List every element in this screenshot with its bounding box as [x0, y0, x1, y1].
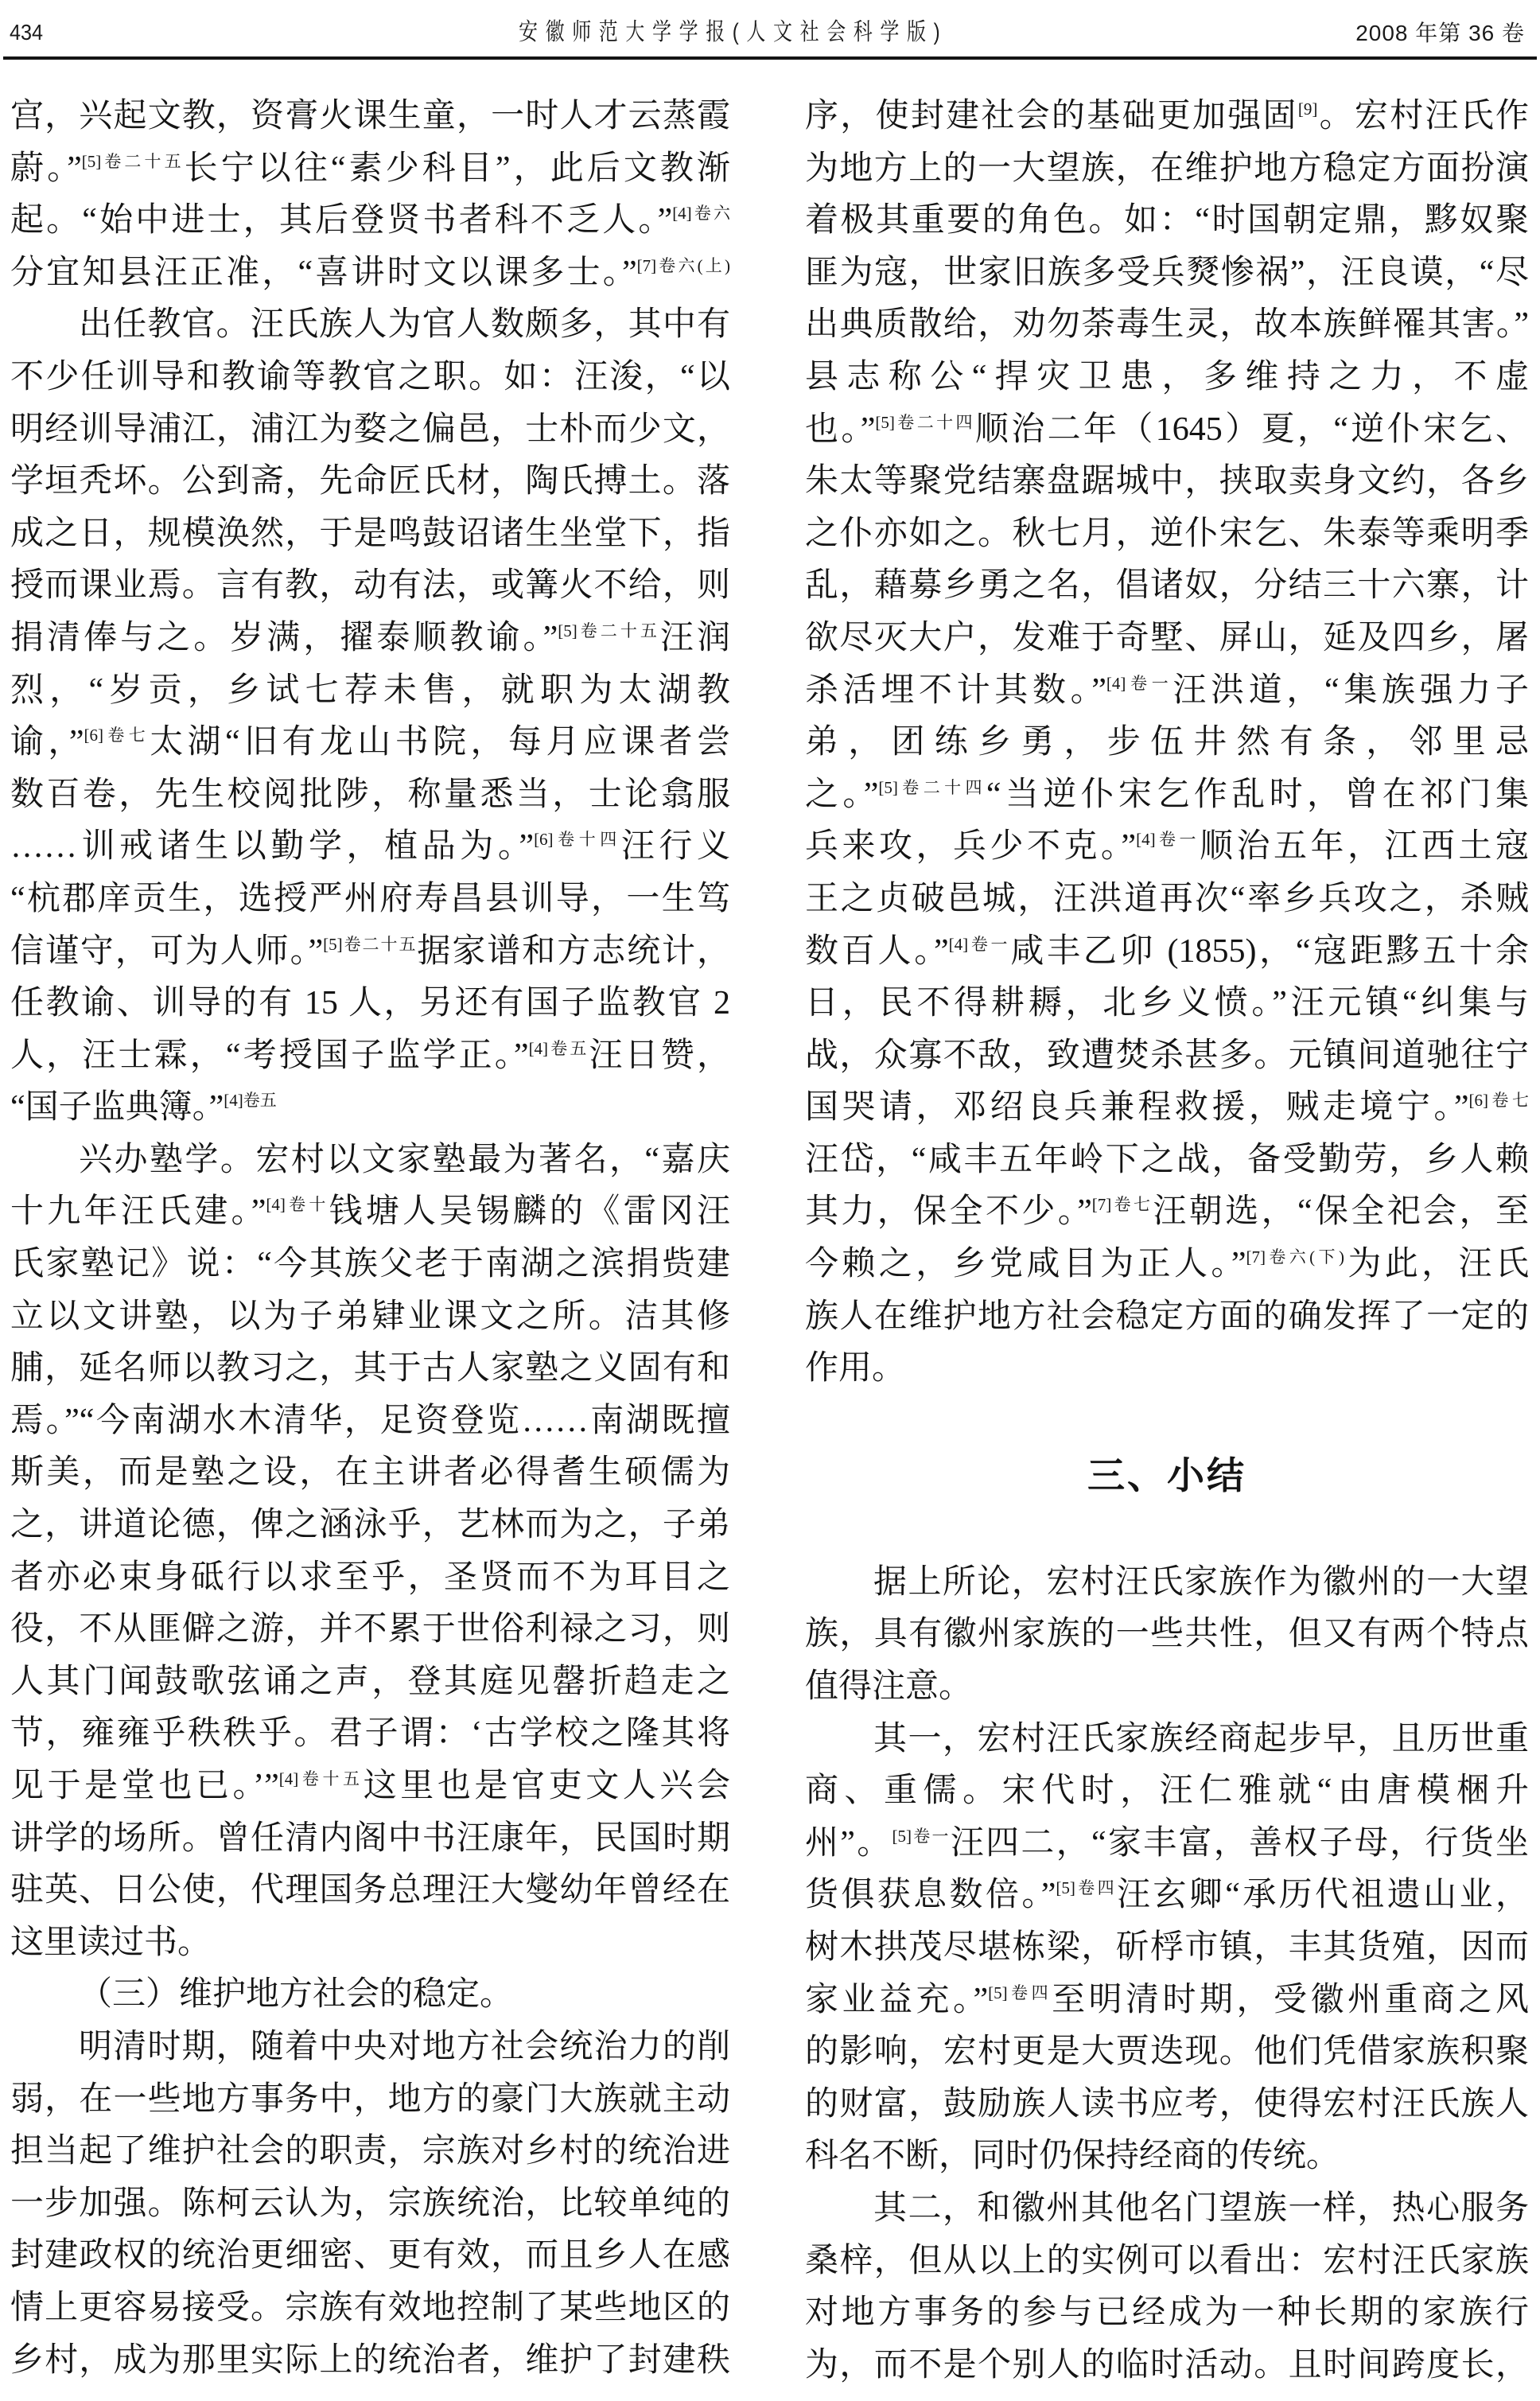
line-text: 不少任训导和教谕等教官之职。如：汪浚，“以: [10, 358, 730, 395]
citation-superscript: [4]卷五: [224, 1091, 277, 1111]
paragraph-end-line: [805, 1661, 1529, 1714]
line-text: 汪洪道，“集族强力子: [1172, 671, 1529, 709]
line-text: 汪润: [659, 619, 730, 656]
line-text: 值得注意。: [805, 1668, 973, 1706]
paragraph-end-line: [10, 1917, 730, 1970]
line-text: 序，使封建社会的基础更加强固: [805, 98, 1298, 134]
text-line: [805, 1239, 1529, 1291]
text-line: [10, 1186, 730, 1239]
line-text: 明清时期，随着中央对地方社会统治力的削: [79, 2028, 730, 2065]
line-text: 咸丰乙卯 (1855)，“寇距黟五十余: [1010, 932, 1529, 970]
line-text: 驻英、日公使，代理国务总理汪大燮幼年曾经在: [10, 1872, 730, 1909]
citation-superscript: [5]卷二十五: [323, 934, 418, 954]
line-text: 的财富，鼓励族人读书应考，使得宏村汪氏族人: [805, 2085, 1529, 2123]
line-text: 乱，藉募乡勇之名，倡诸奴，分结三十六寨，计: [805, 567, 1529, 605]
text-line: [10, 1030, 730, 1083]
text-line: [805, 1818, 1529, 1870]
paragraph-end-line: [805, 1343, 1529, 1395]
line-text: 也。”: [805, 411, 876, 448]
text-line: [805, 1186, 1529, 1239]
citation-superscript: [4]卷六: [672, 204, 730, 224]
line-text: 分宜知县汪正准，“喜讲时文以课多士。”: [10, 254, 637, 291]
line-text: 据上所论，宏村汪氏家族作为徽州的一大望: [873, 1563, 1529, 1601]
line-text: 汪岱，“咸丰五年岭下之战，备受勤劳，乡人赖: [805, 1141, 1529, 1178]
paragraph-start-line: [805, 1714, 1529, 1766]
citation-superscript: [6]卷七: [1468, 1091, 1529, 1111]
line-text: 封建政权的统治更细密、更有效，而且乡人在感: [10, 2237, 730, 2275]
line-text: 明经训导浦江，浦江为婺之偏邑，士朴而少文，: [10, 411, 730, 448]
text-line: [805, 560, 1529, 613]
journal-title: 安徽师范大学学报(人文社会科学版): [519, 19, 948, 45]
citation-superscript: [5]卷四: [1056, 1878, 1118, 1898]
text-line: [10, 1708, 730, 1761]
text-line: [10, 456, 730, 508]
section-heading: 三、小结: [1087, 1453, 1246, 1498]
text-line: [10, 1291, 730, 1344]
line-text: 对地方事务的参与已经成为一种长期的家族行: [805, 2294, 1529, 2332]
line-text: 为，而不是个别人的临时活动。且时间跨度长，: [805, 2346, 1529, 2383]
text-line: [10, 247, 730, 300]
paragraph-start-line: [805, 2183, 1529, 2236]
line-text: 弟，团练乡勇，步伍井然有条，邻里忌: [805, 724, 1529, 761]
line-text: 捐清俸与之。岁满，擢泰顺教谕。”: [10, 619, 558, 656]
line-text: 朱太等聚党结寨盘踞城中，挟取卖身文约，各乡: [805, 463, 1529, 500]
line-text: 节，雍雍乎秩秩乎。君子谓：‘古学校之隆其将: [10, 1715, 730, 1753]
line-text: 焉。”“今南湖水木清华，足资登览……南湖既擅: [10, 1402, 730, 1439]
line-text: 科名不断，同时仍保持经商的传统。: [805, 2138, 1340, 2175]
line-text: 人，汪士霖，“考授国子监学正。”: [10, 1037, 529, 1074]
line-text: 数百卷，先生校阅批陟，称量悉当，士论翕服: [10, 776, 730, 813]
citation-superscript: [4]卷十: [266, 1195, 329, 1215]
text-line: [805, 1870, 1529, 1922]
line-text: 谕，”: [10, 724, 84, 761]
text-line: [805, 299, 1529, 352]
line-text: 汪玄卿“承历代祖遗山业，: [1117, 1877, 1529, 1914]
page-number: 434: [10, 20, 44, 45]
line-text: 之。”: [805, 776, 879, 813]
line-text: 这里读过书。: [10, 1924, 212, 1961]
text-line: [805, 456, 1529, 508]
line-text: 战，众寡不敌，致遭焚杀甚多。元镇间道驰往宁: [805, 1037, 1529, 1074]
line-text: 氏家塾记》说：“今其族父老于南湖之滨捐赀建: [10, 1246, 730, 1283]
line-text: 着极其重要的角色。如：“时国朝定鼎，黟奴聚: [805, 202, 1529, 239]
line-text: 弱，在一些地方事务中，地方的豪门大族就主动: [10, 2080, 730, 2118]
line-text: 其二，和徽州其他名门望族一样，热心服务: [873, 2189, 1529, 2227]
text-line: [10, 1656, 730, 1709]
text-line: [805, 613, 1529, 665]
line-text: 作用。: [805, 1350, 906, 1387]
text-line: [805, 1291, 1529, 1344]
line-text: 兵来攻，兵少不克。”: [805, 828, 1137, 866]
text-line: [10, 978, 730, 1030]
citation-superscript: [7]卷六(下): [1246, 1247, 1344, 1267]
text-line: [805, 352, 1529, 404]
line-text: 之，讲道论德，俾之涵泳乎，艺林而为之，子弟: [10, 1507, 730, 1544]
citation-superscript: [9]: [1297, 99, 1318, 119]
line-text: 为地方上的一大望族，在维护地方稳定方面扮演: [805, 150, 1529, 187]
text-line: [805, 769, 1529, 822]
paragraph-start-line: [10, 2022, 730, 2074]
citation-superscript: [6]卷十四: [534, 830, 621, 850]
text-line: [805, 1765, 1529, 1818]
text-line: [805, 2287, 1529, 2340]
line-text: 起。“始中进士，其后登贤书者科不乏人。”: [10, 202, 673, 239]
line-text: “杭郡庠贡生，选授严州府寿昌县训导，一生笃: [10, 880, 730, 917]
line-text: 王之贞破邑城，汪洪道再次“率乡兵攻之，杀贼: [805, 880, 1529, 917]
text-line: [805, 978, 1529, 1030]
citation-superscript: [5]卷四: [988, 1983, 1052, 2002]
line-text: 族，具有徽州家族的一些共性，但又有两个特点: [805, 1616, 1529, 1653]
text-line: [805, 874, 1529, 926]
citation-superscript: [5]卷一: [892, 1826, 951, 1846]
paragraph-start-line: [10, 299, 730, 352]
line-text: 至明清时期，受徽州重商之风: [1052, 1981, 1529, 2018]
text-line: [10, 1865, 730, 1917]
text-line: [805, 717, 1529, 769]
line-text: 桑梓，但从以上的实例可以看出：宏村汪氏家族: [805, 2242, 1529, 2279]
line-text: 据家谱和方志统计，: [417, 932, 730, 970]
line-text: 汪行义: [620, 828, 730, 866]
line-text: 蔚。”: [10, 150, 82, 187]
line-text: 家业益充。”: [805, 1981, 989, 2018]
line-text: 任教谕、训导的有 15 人，另还有国子监教官 2: [10, 985, 730, 1022]
line-text: 成之日，规模涣然，于是鸣鼓诏诸生坐堂下，指: [10, 515, 730, 552]
line-text: 学垣秃坏。公到斋，先命匠氏材，陶氏搏土。落: [10, 463, 730, 500]
text-line: [10, 821, 730, 874]
line-text: 烈，“岁贡，乡试七荐未售，就职为太湖教: [10, 671, 730, 709]
text-line: [10, 2126, 730, 2178]
line-text: 讲学的场所。曾任清内阁中书汪康年，民国时期: [10, 1819, 730, 1857]
text-line: [10, 1447, 730, 1500]
line-text: 见于是堂也已。’”: [10, 1768, 279, 1804]
line-text: 国哭请，邓绍良兵兼程救援，贼走境宁。”: [805, 1089, 1469, 1127]
citation-superscript: [5]卷二十五: [558, 621, 660, 640]
text-line: [805, 1975, 1529, 2027]
citation-superscript: [7]卷六(上): [636, 255, 730, 275]
line-text: ……训戒诸生以勤学，植品为。”: [10, 828, 535, 866]
line-text: 顺治二年（1645）夏，“逆仆宋乞、: [974, 411, 1529, 448]
line-text: 乡村，成为那里实际上的统治者，维护了封建秩: [10, 2341, 730, 2379]
text-line: [805, 1609, 1529, 1661]
line-text: 授而课业焉。言有教，动有法，或篝火不给，则: [10, 567, 730, 605]
issue-info: 2008 年第 36 卷: [1355, 21, 1525, 45]
text-line: [805, 821, 1529, 874]
citation-superscript: [4]卷一: [1136, 830, 1200, 850]
line-text: 今赖之，乡党咸目为正人。”: [805, 1246, 1246, 1283]
text-line: [10, 717, 730, 769]
line-text: 立以文讲塾，以为子弟肄业课文之所。洁其修: [10, 1298, 730, 1335]
line-text: 县志称公“捍灾卫患，多维持之力，不虚: [805, 358, 1529, 395]
line-text: 的影响，宏村更是大贾迭现。他们凭借家族积聚: [805, 2033, 1529, 2071]
text-line: [10, 560, 730, 613]
text-line: [10, 1500, 730, 1552]
text-line: [10, 1761, 730, 1813]
text-line: [10, 1604, 730, 1656]
text-line: [805, 926, 1529, 979]
line-text: 出任教官。汪氏族人为官人数颇多，其中有: [79, 306, 730, 344]
line-text: 汪朝选，“保全祀会，至: [1153, 1193, 1529, 1231]
text-line: [10, 352, 730, 404]
paragraph-end-line: [805, 2131, 1529, 2183]
left-column: [10, 91, 730, 2387]
text-line: [805, 1922, 1529, 1975]
text-line: [10, 143, 730, 196]
text-line: [805, 1082, 1529, 1134]
text-line: [10, 874, 730, 926]
citation-superscript: [5]卷二十四: [875, 412, 975, 432]
line-text: 这里也是官吏文人兴会: [363, 1768, 730, 1804]
line-text: 脯，延名师以教习之，其于古人家塾之义固有和: [10, 1350, 730, 1387]
line-text: “当逆仆宋乞作乱时，曾在祁门集: [986, 776, 1529, 813]
line-text: 担当起了维护社会的职责，宗族对乡村的统治进: [10, 2133, 730, 2170]
line-text: 钱塘人吴锡麟的《雷冈汪: [329, 1193, 730, 1231]
text-line: [805, 404, 1529, 457]
text-line: [805, 247, 1529, 300]
line-text: 汪日赞，: [589, 1037, 730, 1074]
line-text: 。宏村汪氏作: [1317, 98, 1529, 134]
line-text: 欲尽灭大户，发难于奇墅、屏山，延及四乡，屠: [805, 619, 1529, 656]
text-line: [805, 665, 1529, 718]
text-line: [10, 2282, 730, 2335]
paragraph-end-line: [10, 1082, 730, 1134]
text-line: [10, 2335, 730, 2387]
line-text: 族人在维护地方社会稳定方面的确发挥了一定的: [805, 1298, 1529, 1335]
subsection-heading: [10, 1969, 730, 2022]
text-line: [805, 91, 1529, 143]
text-line: [805, 508, 1529, 561]
text-line: [805, 1030, 1529, 1083]
line-text: 役，不从匪僻之游，并不累于世俗利禄之习，则: [10, 1611, 730, 1648]
line-text: 十九年汪氏建。”: [10, 1193, 266, 1231]
text-line: [10, 2074, 730, 2127]
line-text: 匪为寇，世家旧族多受兵燹惨祸”，汪良谟，“尽: [805, 254, 1529, 291]
text-line: [10, 1395, 730, 1448]
text-line: [10, 2230, 730, 2282]
citation-superscript: [5]卷二十四: [878, 777, 986, 797]
line-text: 之仆亦如之。秋七月，逆仆宋乞、朱泰等乘明季: [805, 515, 1529, 552]
line-text: 信谨守，可为人师。”: [10, 932, 324, 970]
line-text: 宫，兴起文教，资膏火课生童，一时人才云蒸霞: [10, 98, 730, 134]
text-line: [10, 2178, 730, 2231]
line-text: 者亦必束身砥行以求至乎，圣贤而不为耳目之: [10, 1559, 730, 1596]
line-text: 其力，保全不少。”: [805, 1193, 1092, 1231]
line-text: （三）维护地方社会的稳定。: [79, 1976, 514, 2014]
text-line: [10, 508, 730, 561]
right-column: [805, 91, 1529, 2391]
text-line: [10, 404, 730, 457]
paragraph-start-line: [10, 1134, 730, 1187]
line-text: 出典质散给，劝勿荼毒生灵，故本族鲜罹其害。”: [805, 306, 1529, 344]
line-text: 汪四二，“家丰富，善权子母，行货坐: [950, 1824, 1529, 1862]
text-line: [805, 2340, 1529, 2392]
line-text: 太湖“旧有龙山书院，每月应课者尝: [150, 724, 730, 761]
text-line: [10, 769, 730, 822]
text-line: [10, 195, 730, 247]
text-line: [10, 1552, 730, 1605]
line-text: 货俱获息数倍。”: [805, 1877, 1056, 1914]
citation-superscript: [5]卷二十五: [81, 151, 185, 171]
text-line: [10, 91, 730, 143]
citation-superscript: [7]卷七: [1091, 1195, 1153, 1215]
citation-superscript: [6]卷七: [84, 726, 150, 745]
citation-superscript: [4]卷十五: [278, 1769, 364, 1788]
line-text: 其一，宏村汪氏家族经商起步早，且历世重: [873, 1720, 1529, 1757]
text-line: [10, 926, 730, 979]
text-line: [805, 143, 1529, 196]
line-text: 为此，汪氏: [1344, 1246, 1529, 1283]
header-rule: [3, 56, 1537, 60]
citation-superscript: [4]卷五: [528, 1038, 589, 1058]
line-text: 兴办塾学。宏村以文家塾最为著名，“嘉庆: [79, 1141, 730, 1178]
text-line: [805, 195, 1529, 247]
text-line: [805, 2026, 1529, 2079]
citation-superscript: [4]卷一: [948, 934, 1011, 954]
text-line: [10, 1813, 730, 1866]
line-text: 一步加强。陈柯云认为，宗族统治，比较单纯的: [10, 2185, 730, 2222]
line-text: 数百人。”: [805, 932, 949, 970]
text-line: [805, 2079, 1529, 2131]
line-text: 情上更容易接受。宗族有效地控制了某些地区的: [10, 2289, 730, 2326]
line-text: 商、重儒。宋代时，汪仁雅就“由唐模梱升: [805, 1773, 1529, 1810]
text-line: [10, 1239, 730, 1291]
line-text: 斯美，而是塾之设，在主讲者必得耆生硕儒为: [10, 1454, 730, 1492]
line-text: 州”。: [805, 1824, 892, 1862]
line-text: 树木拱茂尽堪栋梁，斫桴市镇，丰其货殖，因而: [805, 1929, 1529, 1966]
line-text: 杀活埋不计其数。”: [805, 671, 1106, 709]
text-line: [10, 665, 730, 718]
citation-superscript: [4]卷一: [1106, 673, 1173, 693]
line-text: 顺治五年，江西土寇: [1200, 828, 1529, 866]
text-line: [805, 2236, 1529, 2288]
text-line: [805, 1134, 1529, 1187]
line-text: 日，民不得耕耨，北乡义愤。”汪元镇“纠集与: [805, 985, 1529, 1022]
text-line: [10, 1343, 730, 1395]
line-text: 人其门闻鼓歌弦诵之声，登其庭见罄折趋走之: [10, 1663, 730, 1700]
paragraph-start-line: [805, 1557, 1529, 1609]
line-text: “国子监典簿。”: [10, 1089, 224, 1127]
text-line: [10, 613, 730, 665]
line-text: 长宁以往“素少科目”，此后文教渐: [184, 150, 730, 187]
